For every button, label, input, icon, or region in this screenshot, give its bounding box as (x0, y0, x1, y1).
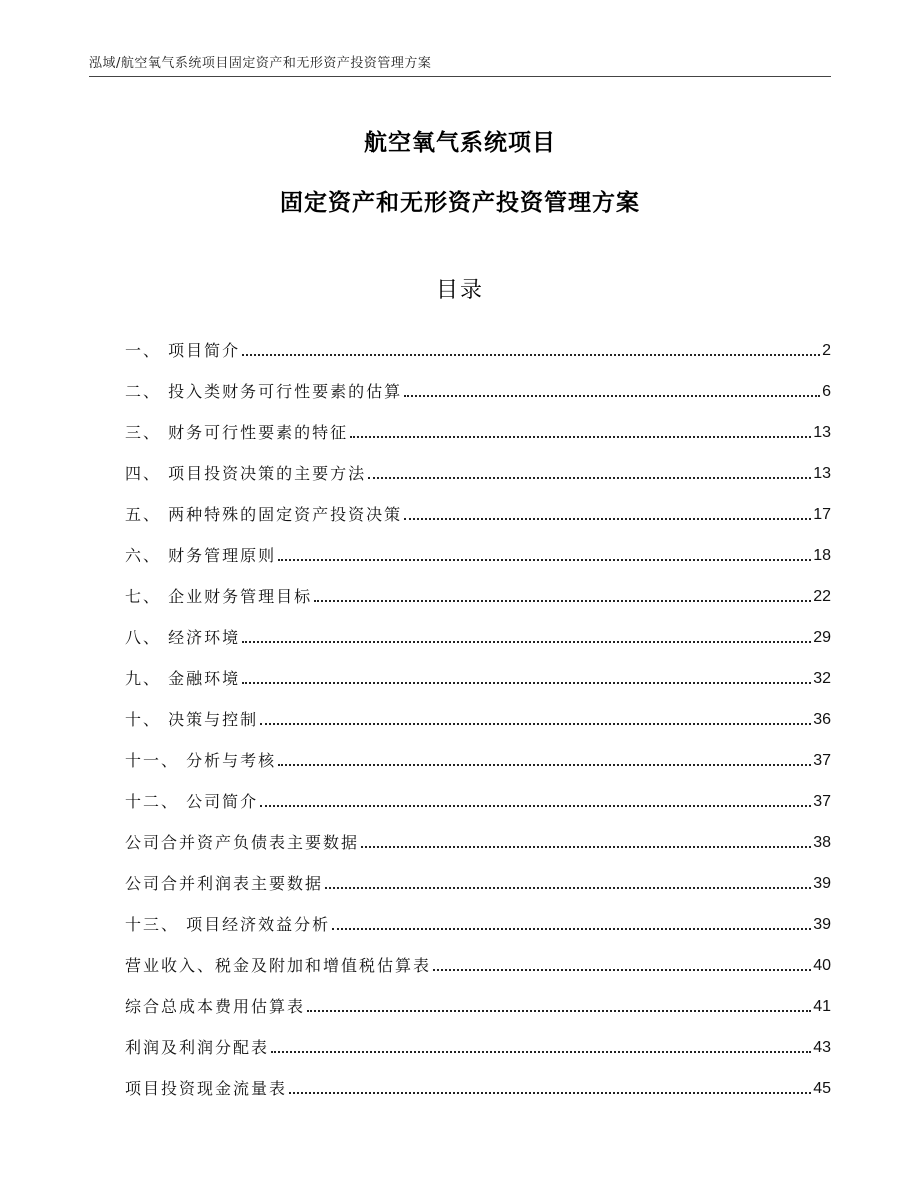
toc-dot-leader (242, 354, 820, 356)
toc-entry-label: 六、 财务管理原则 (125, 546, 277, 565)
toc-entry-label: 综合总成本费用估算表 (125, 997, 306, 1016)
toc-entry-label: 五、 两种特殊的固定资产投资决策 (125, 505, 403, 524)
toc-entry-page: 37 (813, 752, 831, 769)
toc-entry[interactable] (125, 566, 831, 607)
toc-dot-leader (350, 436, 811, 438)
toc-dot-leader (404, 518, 811, 520)
toc-entry-page: 43 (813, 1039, 831, 1056)
toc-entry[interactable] (125, 443, 831, 484)
toc-dot-leader (314, 600, 811, 602)
toc-entry-label: 七、 企业财务管理目标 (125, 587, 313, 606)
toc-entry-label: 四、 项目投资决策的主要方法 (125, 464, 367, 483)
toc-entry-page: 22 (813, 588, 831, 605)
document-title-line-1: 航空氧气系统项目 (364, 130, 556, 156)
toc-entry[interactable] (125, 484, 831, 525)
toc-entry-page: 36 (813, 711, 831, 728)
header-divider (89, 76, 831, 77)
table-of-contents (125, 320, 831, 1099)
toc-entry[interactable] (125, 1017, 831, 1058)
toc-entry-label: 三、 财务可行性要素的特征 (125, 423, 349, 442)
toc-entry[interactable] (125, 894, 831, 935)
toc-entry-page: 17 (813, 506, 831, 523)
toc-entry[interactable] (125, 320, 831, 361)
toc-entry-page: 2 (822, 342, 831, 359)
toc-entry-label: 公司合并利润表主要数据 (125, 874, 324, 893)
toc-entry[interactable] (125, 771, 831, 812)
toc-dot-leader (332, 928, 811, 930)
toc-dot-leader (260, 805, 811, 807)
toc-dot-leader (242, 641, 811, 643)
toc-dot-leader (325, 887, 811, 889)
toc-entry-page: 39 (813, 916, 831, 933)
toc-entry-label: 九、 金融环境 (125, 669, 241, 688)
toc-entry-label: 十三、 项目经济效益分析 (125, 915, 331, 934)
toc-entry-page: 18 (813, 547, 831, 564)
toc-dot-leader (404, 395, 820, 397)
toc-entry-label: 二、 投入类财务可行性要素的估算 (125, 382, 403, 401)
running-header: 泓域/航空氧气系统项目固定资产和无形资产投资管理方案 (89, 56, 432, 71)
toc-entry-page: 13 (813, 424, 831, 441)
toc-entry[interactable] (125, 853, 831, 894)
toc-entry-page: 41 (813, 998, 831, 1015)
toc-entry-label: 利润及利润分配表 (125, 1038, 270, 1057)
toc-entry[interactable] (125, 976, 831, 1017)
toc-entry-label: 营业收入、税金及附加和增值税估算表 (125, 956, 432, 975)
toc-entry[interactable] (125, 361, 831, 402)
toc-dot-leader (289, 1092, 811, 1094)
toc-entry[interactable] (125, 730, 831, 771)
toc-entry-page: 38 (813, 834, 831, 851)
toc-heading: 目录 (435, 278, 484, 303)
toc-entry-page: 37 (813, 793, 831, 810)
toc-dot-leader (260, 723, 811, 725)
toc-dot-leader (307, 1010, 811, 1012)
toc-entry[interactable] (125, 402, 831, 443)
toc-entry-label: 十二、 公司简介 (125, 792, 259, 811)
toc-entry-page: 40 (813, 957, 831, 974)
toc-dot-leader (361, 846, 811, 848)
toc-entry-label: 十一、 分析与考核 (125, 751, 277, 770)
toc-dot-leader (278, 764, 811, 766)
toc-entry[interactable] (125, 935, 831, 976)
toc-entry-page: 32 (813, 670, 831, 687)
toc-entry[interactable] (125, 1058, 831, 1099)
toc-dot-leader (271, 1051, 811, 1053)
toc-dot-leader (242, 682, 811, 684)
toc-entry-page: 45 (813, 1080, 831, 1097)
toc-entry[interactable] (125, 689, 831, 730)
toc-entry[interactable] (125, 812, 831, 853)
toc-entry-page: 29 (813, 629, 831, 646)
toc-dot-leader (368, 477, 811, 479)
toc-entry-page: 6 (822, 383, 831, 400)
toc-entry-page: 39 (813, 875, 831, 892)
toc-entry[interactable] (125, 525, 831, 566)
toc-entry-label: 八、 经济环境 (125, 628, 241, 647)
toc-dot-leader (278, 559, 811, 561)
toc-entry-page: 13 (813, 465, 831, 482)
document-title-line-2: 固定资产和无形资产投资管理方案 (280, 190, 640, 216)
toc-entry[interactable] (125, 607, 831, 648)
toc-entry-label: 公司合并资产负债表主要数据 (125, 833, 360, 852)
toc-entry-label: 十、 决策与控制 (125, 710, 259, 729)
toc-dot-leader (433, 969, 811, 971)
toc-entry[interactable] (125, 648, 831, 689)
toc-entry-label: 项目投资现金流量表 (125, 1079, 288, 1098)
toc-entry-label: 一、 项目简介 (125, 341, 241, 360)
